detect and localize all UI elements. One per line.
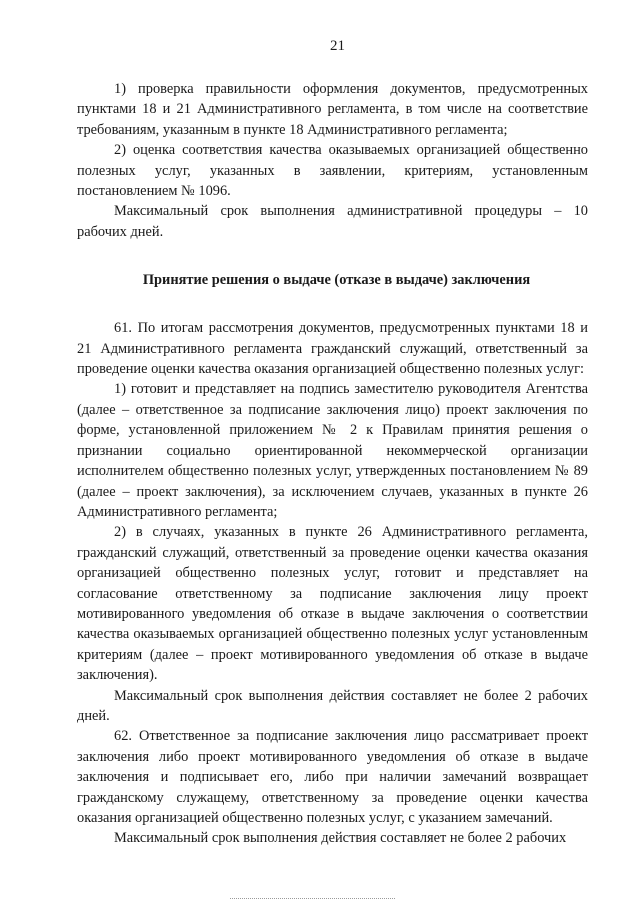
paragraph-61-item-2: 2) в случаях, указанных в пункте 26 Административного регламента, гражданский служащий, ответственный за проведение оценки качества оказания организацией общественно полезных услуг, готовит и представляет на согласование ответственному за подписание заключения лицу проект мотивированного уведомления об отказе в выдаче заключения о соответствии качества оказываемых организацией общественно полезных услуг установленным критериям (далее – проект мотивированного уведомления об отказе в выдаче заключения). bbox=[77, 524, 588, 684]
paragraph-quality-assessment: 2) оценка соответствия качества оказываемых организацией общественно полезных услуг, указанных в заявлении, критериям, установленным постановлением № 1096. bbox=[77, 142, 588, 200]
paragraph-61: 61. По итогам рассмотрения документов, предусмотренных пунктами 18 и 21 Административного регламента гражданский служащий, ответственный за проведение оценки качества оказания организацией общественно полезных услуг: bbox=[77, 320, 588, 378]
paragraph-check-documents: 1) проверка правильности оформления документов, предусмотренных пунктами 18 и 21 Административного регламента, в том числе на соответствие требованиям, указанным в пункте 18 Административного регламента; bbox=[77, 81, 588, 138]
section-heading: Принятие решения о выдаче (отказе в выдаче) заключения bbox=[142, 272, 531, 289]
paragraph-61-item-1: 1) готовит и представляет на подпись заместителю руководителя Агентства (далее – ответственное за подписание заключения лицо) проект заключения по форме, установленной приложением № 2 к Правилам принятия решения о признании социально ориентированной некоммерческой организации исполнителем общественно полезных услуг, утвержденных постановлением № 89 (далее – проект заключения), за исключением случаев, указанных в пункте 26 Административного регламента; bbox=[77, 381, 588, 520]
paragraph-max-term-action-continued: Максимальный срок выполнения действия составляет не более 2 рабочих bbox=[114, 830, 567, 847]
paragraph-max-term-procedure: Максимальный срок выполнения административной процедуры – 10 рабочих дней. bbox=[77, 203, 588, 240]
paragraph-max-term-action: Максимальный срок выполнения действия составляет не более 2 рабочих дней. bbox=[77, 687, 588, 724]
paragraph-62: 62. Ответственное за подписание заключения лицо рассматривает проект заключения либо проект мотивированного уведомления об отказе в выдаче заключения и подписывает его, либо при наличии замечаний возвращает гражданскому служащему, ответственному за проведение оценки качества оказания организацией общественно полезных услуг, с указанием замечаний. bbox=[77, 728, 588, 826]
page-number: 21 bbox=[330, 38, 345, 54]
